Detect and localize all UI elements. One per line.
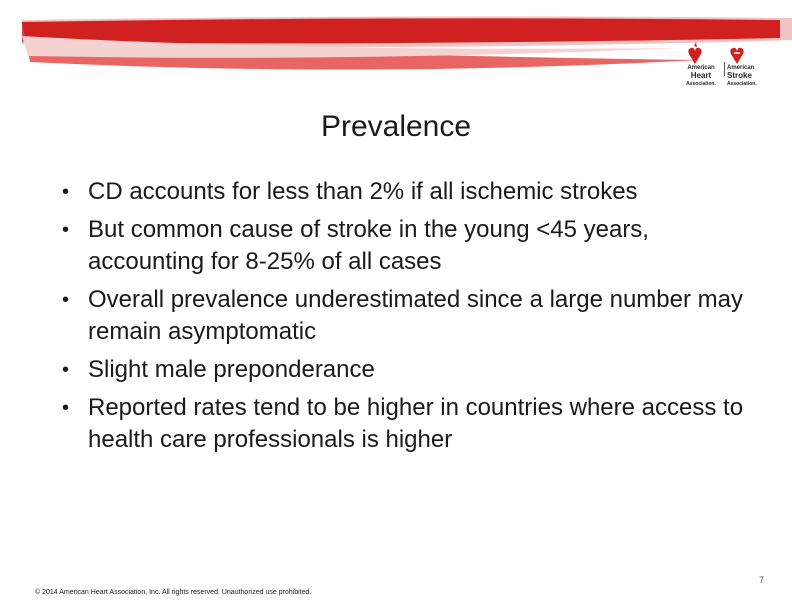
bullet-dot: • — [62, 289, 70, 311]
bullet-dot: • — [62, 219, 70, 241]
bullet-item — [58, 354, 748, 386]
bullet-dot: • — [62, 397, 70, 419]
aha-asa-logo — [680, 44, 770, 87]
heart-stroke-icon — [730, 42, 744, 64]
bullet-list — [58, 176, 748, 462]
bullet-text: Slight male preponderance — [88, 356, 375, 383]
header-swoosh — [0, 0, 792, 90]
copyright-footer: © 2014 American Heart Association, Inc. All rights reserved. Unauthorized use prohibited. — [35, 589, 312, 596]
logo-asa-text: American Stroke Association. — [727, 65, 757, 87]
bullet-item — [58, 214, 748, 278]
bullet-item — [58, 284, 748, 348]
page-number: 7 — [758, 575, 764, 585]
bullet-text: But common cause of stroke in the young <45 years, accounting for 8-25% of all cases — [88, 216, 649, 275]
bullet-text: Overall prevalence underestimated since a large number may remain asymptomatic — [88, 286, 743, 345]
bullet-text: Reported rates tend to be higher in countries where access to health care professionals is higher — [88, 394, 744, 453]
header-swoosh-main — [22, 18, 780, 43]
bullet-item — [58, 392, 748, 456]
bullet-item — [58, 176, 748, 208]
logo-aha-text: American Heart Association. — [686, 65, 716, 87]
logo-divider — [724, 62, 725, 76]
bullet-text: CD accounts for less than 2% if all ischemic strokes — [88, 178, 638, 205]
slide-title: Prevalence — [320, 110, 472, 143]
bullet-dot: • — [62, 359, 70, 381]
heart-torch-icon — [688, 42, 702, 64]
bullet-dot: • — [62, 181, 70, 203]
